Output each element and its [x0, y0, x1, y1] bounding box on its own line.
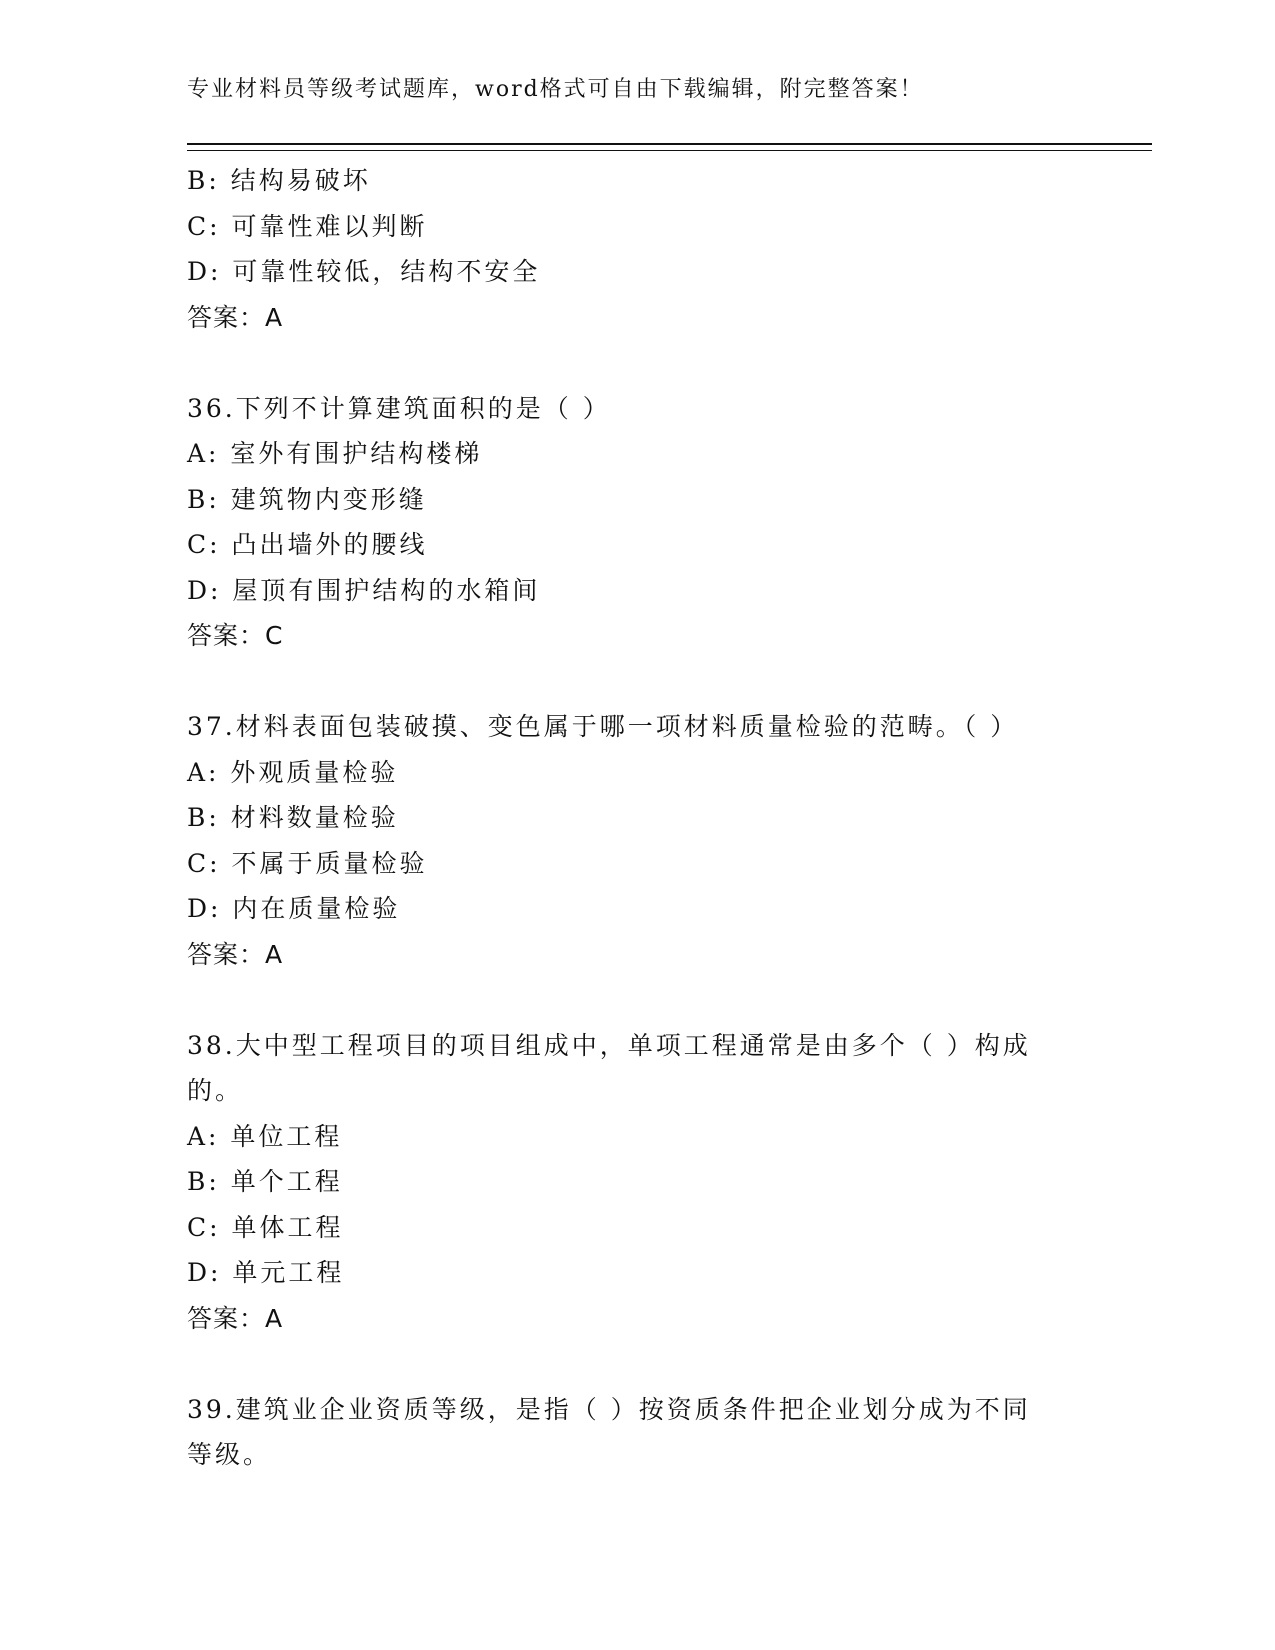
option-b: B: 建筑物内变形缝: [187, 484, 427, 514]
page-header: 专业材料员等级考试题库，word格式可自由下载编辑，附完整答案！: [187, 77, 924, 102]
option-b: B: 单个工程: [187, 1167, 343, 1196]
option-a: A: 室外有围护结构楼梯: [187, 439, 483, 468]
option-c: C: 可靠性难以判断: [187, 211, 428, 241]
question-text: 36.下列不计算建筑面积的是（ ）: [187, 393, 611, 423]
question-text-line-1: 38.大中型工程项目的项目组成中，单项工程通常是由多个（ ）构成: [187, 1030, 1031, 1060]
option-c: C: 不属于质量检验: [187, 848, 428, 878]
option-a: A: 单位工程: [187, 1121, 343, 1151]
answer-line: 答案：A: [187, 939, 284, 969]
spacer: [187, 340, 1067, 386]
question-text-line-2: 的。: [187, 1076, 244, 1105]
question-text-line-2: 等级。: [187, 1440, 272, 1469]
option-d: D: 屋顶有围护结构的水箱间: [187, 575, 541, 605]
option-b: B: 结构易破坏: [187, 166, 371, 195]
option-a: A: 外观质量检验: [187, 757, 399, 787]
option-d: D: 内在质量检验: [187, 894, 401, 923]
header-rule: [187, 143, 1152, 151]
question-36: [187, 386, 1067, 659]
option-c: C: 单体工程: [187, 1212, 344, 1242]
answer-line: 答案：A: [187, 302, 284, 332]
answer-line: 答案：A: [187, 1303, 284, 1333]
question-39: [187, 1387, 1067, 1478]
question-list: [187, 158, 1067, 1478]
spacer: [187, 659, 1067, 705]
question-35-tail: [187, 158, 1067, 340]
question-text: 37.材料表面包装破摸、变色属于哪一项材料质量检验的范畴。（ ）: [187, 712, 1019, 741]
option-d: D: 单元工程: [187, 1258, 345, 1287]
question-38: [187, 1023, 1067, 1342]
spacer: [187, 1341, 1067, 1387]
option-c: C: 凸出墙外的腰线: [187, 530, 428, 559]
option-d: D: 可靠性较低，结构不安全: [187, 257, 541, 286]
answer-line: 答案：C: [187, 621, 284, 650]
option-b: B: 材料数量检验: [187, 803, 399, 832]
question-37: [187, 704, 1067, 977]
question-text-line-1: 39.建筑业企业资质等级，是指（ ）按资质条件把企业划分成为不同: [187, 1394, 1031, 1424]
spacer: [187, 977, 1067, 1023]
